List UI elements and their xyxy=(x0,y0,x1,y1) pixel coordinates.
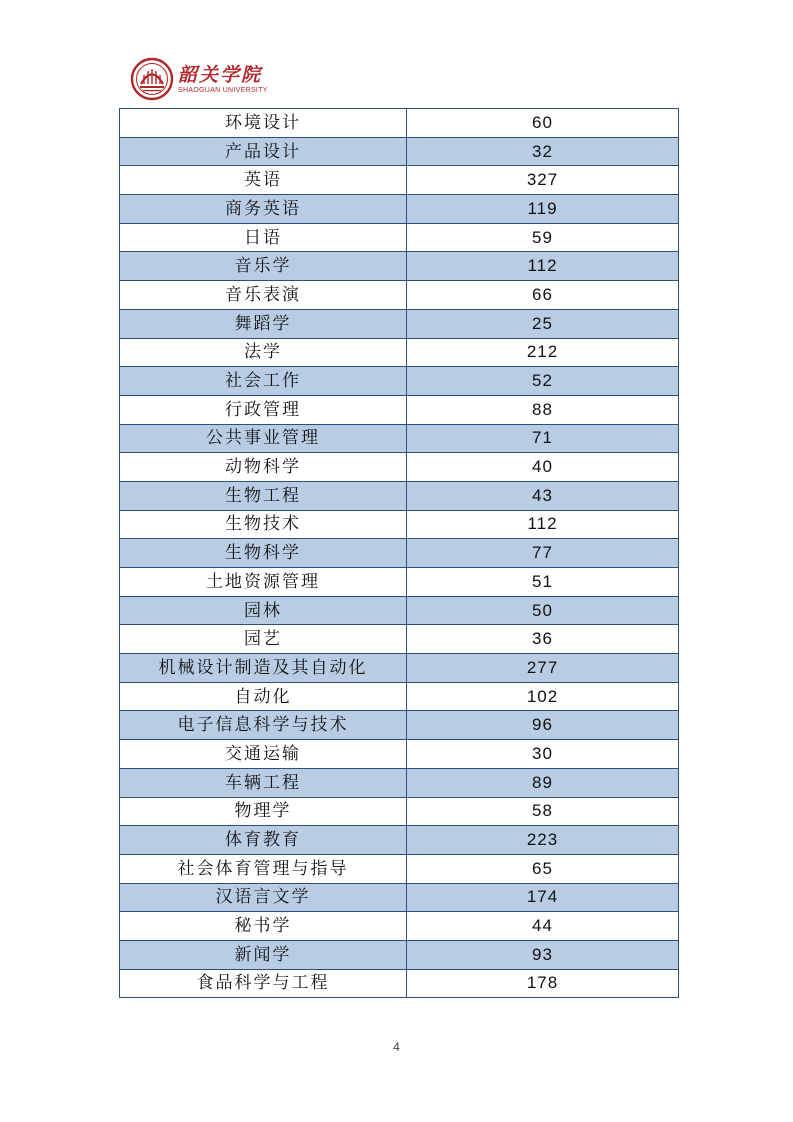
major-name-cell: 商务英语 xyxy=(120,195,407,224)
major-name-cell: 园艺 xyxy=(120,625,407,654)
table-row xyxy=(120,109,679,138)
major-name-cell: 体育教育 xyxy=(120,826,407,855)
major-count-cell: 32 xyxy=(407,137,679,166)
major-name-cell: 物理学 xyxy=(120,797,407,826)
major-name-cell: 舞蹈学 xyxy=(120,309,407,338)
major-name-cell: 公共事业管理 xyxy=(120,424,407,453)
major-name-cell: 交通运输 xyxy=(120,740,407,769)
table-row xyxy=(120,797,679,826)
major-name-cell: 社会工作 xyxy=(120,367,407,396)
major-count-cell: 58 xyxy=(407,797,679,826)
major-name-cell: 生物科学 xyxy=(120,539,407,568)
table-row xyxy=(120,883,679,912)
table-row xyxy=(120,596,679,625)
table-row xyxy=(120,539,679,568)
table-row xyxy=(120,137,679,166)
shaoguan-university-emblem-icon xyxy=(130,57,174,101)
major-count-cell: 102 xyxy=(407,682,679,711)
major-count-cell: 93 xyxy=(407,940,679,969)
major-name-cell: 车辆工程 xyxy=(120,768,407,797)
major-count-cell: 66 xyxy=(407,281,679,310)
major-name-cell: 电子信息科学与技术 xyxy=(120,711,407,740)
major-name-cell: 汉语言文学 xyxy=(120,883,407,912)
major-name-cell: 音乐学 xyxy=(120,252,407,281)
major-count-cell: 77 xyxy=(407,539,679,568)
major-count-cell: 277 xyxy=(407,654,679,683)
table-row xyxy=(120,568,679,597)
table-row xyxy=(120,223,679,252)
table-row xyxy=(120,826,679,855)
major-count-cell: 65 xyxy=(407,854,679,883)
table-row xyxy=(120,711,679,740)
major-name-cell: 法学 xyxy=(120,338,407,367)
major-name-cell: 土地资源管理 xyxy=(120,568,407,597)
major-name-cell: 动物科学 xyxy=(120,453,407,482)
table-row xyxy=(120,424,679,453)
table-row xyxy=(120,166,679,195)
major-count-cell: 71 xyxy=(407,424,679,453)
major-name-cell: 音乐表演 xyxy=(120,281,407,310)
page-number: 4 xyxy=(393,1040,400,1054)
table-row xyxy=(120,367,679,396)
major-count-cell: 30 xyxy=(407,740,679,769)
major-count-cell: 174 xyxy=(407,883,679,912)
major-name-cell: 生物工程 xyxy=(120,481,407,510)
logo-wordmark xyxy=(178,64,268,95)
table-row xyxy=(120,195,679,224)
table-row xyxy=(120,969,679,998)
table-row xyxy=(120,768,679,797)
major-name-cell: 行政管理 xyxy=(120,395,407,424)
major-count-cell: 44 xyxy=(407,912,679,941)
major-name-cell: 机械设计制造及其自动化 xyxy=(120,654,407,683)
table-row xyxy=(120,338,679,367)
major-count-cell: 43 xyxy=(407,481,679,510)
major-count-cell: 50 xyxy=(407,596,679,625)
major-name-cell: 自动化 xyxy=(120,682,407,711)
page-header xyxy=(130,56,268,102)
table-row xyxy=(120,625,679,654)
majors-table-body xyxy=(120,109,679,998)
table-row xyxy=(120,854,679,883)
major-count-cell: 60 xyxy=(407,109,679,138)
major-name-cell: 秘书学 xyxy=(120,912,407,941)
major-count-cell: 96 xyxy=(407,711,679,740)
major-count-cell: 59 xyxy=(407,223,679,252)
table-row xyxy=(120,309,679,338)
table-row xyxy=(120,395,679,424)
major-name-cell: 园林 xyxy=(120,596,407,625)
major-count-cell: 327 xyxy=(407,166,679,195)
table-row xyxy=(120,481,679,510)
major-count-cell: 52 xyxy=(407,367,679,396)
major-count-cell: 119 xyxy=(407,195,679,224)
major-count-cell: 25 xyxy=(407,309,679,338)
table-row xyxy=(120,510,679,539)
table-row xyxy=(120,252,679,281)
major-count-cell: 89 xyxy=(407,768,679,797)
major-count-cell: 223 xyxy=(407,826,679,855)
major-count-cell: 212 xyxy=(407,338,679,367)
logo-english-name: SHAOGUAN UNIVERSITY xyxy=(178,86,268,94)
logo-chinese-name: 韶关学院 xyxy=(178,63,263,86)
major-name-cell: 新闻学 xyxy=(120,940,407,969)
table-row xyxy=(120,654,679,683)
major-name-cell: 生物技术 xyxy=(120,510,407,539)
major-name-cell: 英语 xyxy=(120,166,407,195)
major-name-cell: 食品科学与工程 xyxy=(120,969,407,998)
table-row xyxy=(120,453,679,482)
major-count-cell: 88 xyxy=(407,395,679,424)
table-row xyxy=(120,740,679,769)
major-name-cell: 社会体育管理与指导 xyxy=(120,854,407,883)
table-row xyxy=(120,912,679,941)
majors-table xyxy=(119,108,679,998)
major-count-cell: 112 xyxy=(407,252,679,281)
major-name-cell: 日语 xyxy=(120,223,407,252)
major-name-cell: 环境设计 xyxy=(120,109,407,138)
major-name-cell: 产品设计 xyxy=(120,137,407,166)
major-count-cell: 112 xyxy=(407,510,679,539)
major-count-cell: 40 xyxy=(407,453,679,482)
major-count-cell: 36 xyxy=(407,625,679,654)
table-row xyxy=(120,940,679,969)
major-count-cell: 178 xyxy=(407,969,679,998)
table-row xyxy=(120,281,679,310)
major-count-cell: 51 xyxy=(407,568,679,597)
table-row xyxy=(120,682,679,711)
